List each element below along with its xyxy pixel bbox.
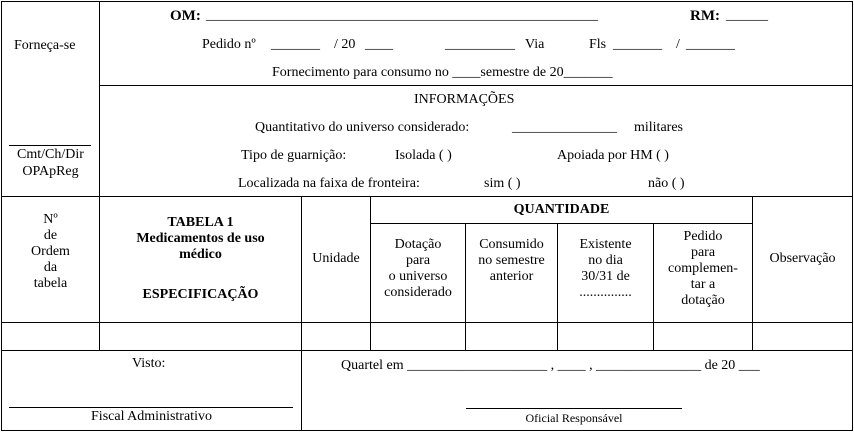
apoiada-option[interactable]: Apoiada por HM ( ) bbox=[557, 148, 669, 163]
om-field[interactable]: ________________________________________________________ bbox=[206, 8, 598, 23]
via-label: Via bbox=[525, 37, 545, 52]
sim-option[interactable]: sim ( ) bbox=[484, 176, 521, 191]
table-row[interactable] bbox=[2, 323, 852, 350]
quantidade-header: QUANTIDADE bbox=[513, 202, 610, 217]
hline-table-top bbox=[1, 196, 853, 197]
nao-option[interactable]: não ( ) bbox=[648, 176, 685, 191]
col-especificacao-header: ESPECIFICAÇÃO bbox=[142, 287, 259, 302]
col-unidade-header: Unidade bbox=[312, 251, 360, 266]
fornecimento-text: Fornecimento para consumo no ____semestre de 20_______ bbox=[272, 65, 613, 80]
frame-top bbox=[1, 1, 853, 2]
signature-line bbox=[9, 145, 91, 146]
col-pedido-header: Pedido para complemen- tar a dotação bbox=[668, 229, 738, 308]
header-divider bbox=[99, 1, 100, 197]
col-dotacao-header: Dotação para o universo considerado bbox=[384, 237, 452, 300]
fls-sep: / bbox=[676, 37, 680, 52]
oficial-label: Oficial Responsável bbox=[525, 411, 623, 425]
visto-signature-line bbox=[9, 407, 293, 408]
rm-field[interactable]: ______ bbox=[726, 8, 768, 23]
pedido-label: Pedido nº bbox=[202, 37, 256, 52]
om-label: OM: bbox=[170, 8, 201, 24]
col-observacao-header: Observação bbox=[769, 251, 836, 266]
oficial-signature-line bbox=[466, 408, 682, 409]
pedido-sep: / 20 bbox=[334, 37, 356, 52]
signature-label-1: Cmt/Ch/Dir bbox=[17, 147, 84, 162]
pedido-field[interactable]: _______ bbox=[271, 37, 320, 52]
quantitativo-field[interactable]: _______________ bbox=[512, 120, 617, 135]
quantitativo-label: Quantitativo do universo considerado: bbox=[255, 120, 470, 135]
pedido-year-field[interactable]: ____ bbox=[365, 37, 393, 52]
quantitativo-unit: militares bbox=[634, 120, 683, 135]
hline-quantidade bbox=[370, 223, 752, 224]
info-title: INFORMAÇÕES bbox=[414, 92, 515, 107]
forneca-se-label: Forneça-se bbox=[14, 38, 76, 53]
frame-bottom bbox=[1, 430, 853, 431]
visto-label: Visto: bbox=[132, 356, 166, 371]
isolada-option[interactable]: Isolada ( ) bbox=[395, 148, 452, 163]
hline-footer-top bbox=[1, 350, 853, 351]
fls-label: Fls bbox=[589, 37, 607, 52]
localizada-label: Localizada na faixa de fronteira: bbox=[238, 176, 420, 191]
rm-label: RM: bbox=[690, 8, 720, 24]
signature-label-2: OPApReg bbox=[22, 164, 79, 179]
col-consumido-header: Consumido no semestre anterior bbox=[478, 237, 545, 284]
col-tabela-header: TABELA 1 Medicamentos de uso médico bbox=[136, 215, 265, 262]
col-existente-header: Existente no dia 30/31 de ............... bbox=[579, 237, 632, 300]
col-ordem-header: Nº de Ordem da tabela bbox=[31, 212, 70, 291]
hline-info bbox=[99, 85, 853, 86]
tipo-label: Tipo de guarnição: bbox=[241, 148, 347, 163]
frame-right bbox=[852, 1, 853, 431]
fls-field-1[interactable]: _______ bbox=[613, 37, 662, 52]
vline-2 bbox=[301, 196, 302, 430]
quartel-text: Quartel em ____________________ , ____ , _______________ de 20 ___ bbox=[341, 358, 760, 373]
fiscal-label: Fiscal Administrativo bbox=[91, 409, 212, 424]
fls-field-2[interactable]: _______ bbox=[686, 37, 735, 52]
via-field[interactable]: __________ bbox=[445, 37, 515, 52]
